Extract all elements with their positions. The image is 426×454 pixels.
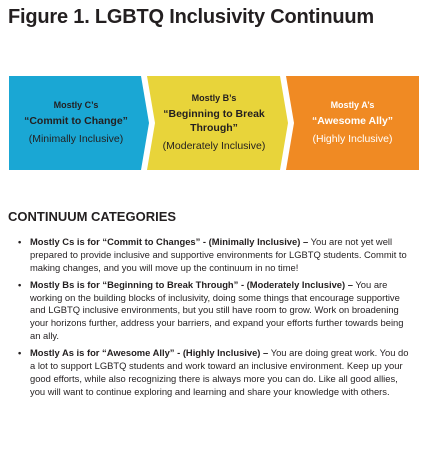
box-a-level: (Highly Inclusive) [312,133,393,146]
categories-list [18,236,412,403]
box-c-level: (Minimally Inclusive) [28,133,124,146]
category-b-description: You are working on the building blocks of inclusivity, doing some things that encourage supportive and LGBTQ inclusive environments, but you still have room to grow. Work on broadening your horizons further, address your barriers, and expand your efforts further towards being an ally. [30,278,404,342]
category-a-description: You are doing great work. You do a lot to support LGBTQ students and work toward an inclusive environment. Keep up your good efforts, while also recognizing there is always more you can do. Like all good allies, you will want to continue exploring and learning and share your knowledge with others. [30,347,409,397]
continuum-text-b [147,76,281,170]
box-a-name: “Awesome Ally” [311,115,394,127]
bullet-icon: • [18,236,22,247]
continuum-diagram [9,76,419,170]
category-b-title: Mostly Bs is for “Beginning to Break Through” - (Moderately Inclusive) – [30,278,353,290]
box-c-name: “Commit to Change” [24,115,128,127]
box-b-level: (Moderately Inclusive) [162,139,266,152]
box-a-mostly: Mostly A’s [330,99,375,110]
continuum-text-c [9,76,143,170]
category-c-title: Mostly Cs is for “Commit to Changes” - (Minimally Inclusive) – [30,236,309,247]
category-a-title: Mostly As is for “Awesome Ally” - (Highly Inclusive) – [30,347,269,359]
list-item [18,347,412,398]
bullet-icon: • [18,278,22,290]
box-c-mostly: Mostly C’s [53,99,99,110]
box-b-name-line1: “Beginning to Break [163,108,265,121]
box-b-mostly: Mostly B’s [191,93,237,104]
category-c-description: You are not yet well prepared to provide inclusive and supportive environments for LGBTQ students. Commit to making changes, and you will move up the continuum in no time! [30,236,407,273]
box-b-name-line2: Through” [190,121,238,134]
bullet-icon: • [18,347,22,359]
continuum-text-a [286,76,419,170]
list-item [18,236,412,274]
list-item [18,278,412,343]
categories-heading: CONTINUUM CATEGORIES [8,209,177,224]
figure-title: Figure 1. LGBTQ Inclusivity Continuum [8,6,374,28]
